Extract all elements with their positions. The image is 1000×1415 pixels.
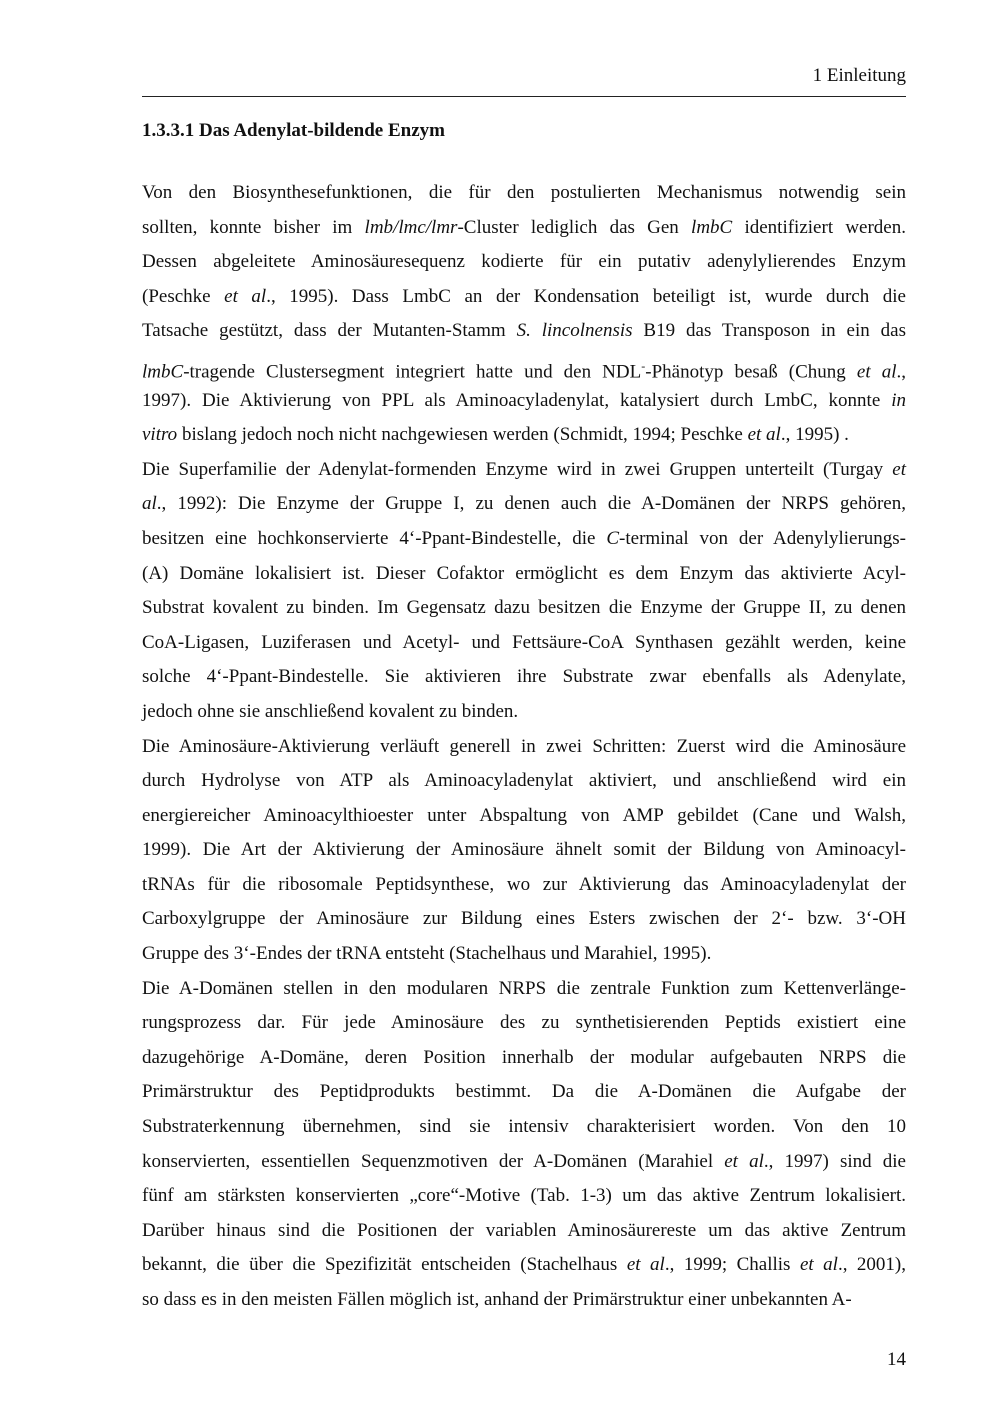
italic-term: et al: [799, 1254, 838, 1276]
italic-term: et al: [626, 1254, 665, 1276]
text-line: Von den Biosynthesefunktionen, die für den postulierten Mechanismus notwendig sein: [142, 182, 906, 203]
text-line: tRNAs für die ribosomale Peptidsynthese, wo zur Aktivierung das Aminoacyladenylat der: [142, 873, 906, 895]
italic-term: et al: [224, 285, 267, 307]
text-line: konservierten, essentiellen Sequenzmotiven der A-Domänen (Marahiel et al., 1997) sind die: [142, 1150, 906, 1172]
text-line: Die Superfamilie der Adenylat-formenden Enzyme wird in zwei Gruppen unterteilt (Turgay et: [142, 458, 906, 480]
section-heading: 1.3.3.1 Das Adenylat-bildende Enzym: [142, 120, 445, 141]
text-line: besitzen eine hochkonservierte 4‘-Ppant-Bindestelle, die C-terminal von der Adenylylierungs-: [142, 527, 906, 549]
text-line: Gruppe des 3‘-Endes der tRNA entsteht (Stachelhaus und Marahiel, 1995).: [142, 943, 712, 965]
italic-term: et al: [856, 361, 897, 383]
text-line: Darüber hinaus sind die Positionen der variablen Aminosäurereste um das aktive Zentrum: [142, 1219, 906, 1241]
text-line: energiereicher Aminoacylthioester unter Abspaltung von AMP gebildet (Cane und Walsh,: [142, 804, 906, 826]
text-line: bekannt, die über die Spezifizität entscheiden (Stachelhaus et al., 1999; Challis et al., 2001),: [142, 1254, 907, 1276]
italic-term: al: [142, 493, 157, 515]
text-line: Die Aminosäure-Aktivierung verläuft generell in zwei Schritten: Zuerst wird die Aminosäure: [142, 735, 906, 757]
text-line: Primärstruktur des Peptidprodukts bestimmt. Da die A-Domänen die Aufgabe der: [142, 1081, 906, 1103]
italic-term: lmb/lmc/lmr: [364, 216, 458, 238]
text-line: 1997). Die Aktivierung von PPL als Aminoacyladenylat, katalysiert durch LmbC, konnte in: [142, 389, 906, 411]
text-line: durch Hydrolyse von ATP als Aminoacyladenylat aktiviert, und anschließend wird ein: [142, 770, 906, 792]
italic-term: et al: [724, 1150, 764, 1172]
italic-term: et al: [747, 424, 781, 446]
italic-term: C: [606, 527, 620, 549]
italic-term: et: [892, 458, 906, 480]
italic-term: lmbC: [691, 216, 733, 238]
text-line: jedoch ohne sie anschließend kovalent zu binden.: [142, 700, 519, 722]
text-line: solche 4‘-Ppant-Bindestelle. Sie aktivieren ihre Substrate zwar ebenfalls als Adenylate,: [142, 666, 906, 688]
header-rule: [142, 96, 906, 97]
running-header: 1 Einleitung: [812, 65, 906, 86]
text-line: sollten, konnte bisher im lmb/lmc/lmr-Cluster lediglich das Gen lmbC identifiziert werden.: [142, 216, 906, 238]
italic-term: in: [891, 389, 906, 411]
text-line: al., 1992): Die Enzyme der Gruppe I, zu denen auch die A-Domänen der NRPS gehören,: [142, 493, 906, 515]
text-line: CoA-Ligasen, Luziferasen und Acetyl- und Fettsäure-CoA Synthasen gezählt werden, keine: [142, 631, 906, 653]
text-line: (A) Domäne lokalisiert ist. Dieser Cofaktor ermöglicht es dem Enzym das aktivierte Acyl-: [142, 562, 906, 584]
text-line: Substraterkennung übernehmen, sind sie intensiv charakterisiert worden. Von den 10: [142, 1116, 906, 1138]
text-line: 1999). Die Art der Aktivierung der Aminosäure ähnelt somit der Bildung von Aminoacyl-: [142, 839, 906, 861]
text-line: fünf am stärksten konservierten „core“-Motive (Tab. 1-3) um das aktive Zentrum lokalisiert.: [142, 1185, 906, 1207]
text-line: Tatsache gestützt, dass der Mutanten-Stamm S. lincolnensis B19 das Transposon in ein das: [142, 320, 906, 342]
text-line: Dessen abgeleitete Aminosäuresequenz kodierte für ein putativ adenylylierendes Enzym: [142, 251, 906, 273]
italic-term: vitro: [142, 424, 178, 446]
text-line: so dass es in den meisten Fällen möglich ist, anhand der Primärstruktur einer unbekannten A-: [142, 1289, 852, 1310]
italic-term: S. lincolnensis: [516, 320, 633, 342]
text-line: rungsprozess dar. Für jede Aminosäure des zu synthetisierenden Peptids existiert eine: [142, 1012, 906, 1034]
text-line: (Peschke et al., 1995). Dass LmbC an der Kondensation beteiligt ist, wurde durch die: [142, 285, 906, 307]
superscript: -: [641, 358, 646, 373]
body-text: [142, 176, 906, 1318]
text-line: Substrat kovalent zu binden. Im Gegensatz dazu besitzen die Enzyme der Gruppe II, zu denen: [142, 597, 906, 619]
text-line: dazugehörige A-Domäne, deren Position innerhalb der modular aufgebauten NRPS die: [142, 1046, 906, 1068]
italic-term: lmbC: [142, 361, 184, 383]
text-line: Carboxylgruppe der Aminosäure zur Bildung eines Esters zwischen der 2‘- bzw. 3‘-OH: [142, 908, 906, 930]
text-line: Die A-Domänen stellen in den modularen NRPS die zentrale Funktion zum Kettenverlänge-: [142, 977, 906, 999]
text-line: lmbC-tragende Clustersegment integriert hatte und den NDL--Phänotyp besaß (Chung et al.,: [142, 358, 906, 383]
text-line: vitro bislang jedoch noch nicht nachgewiesen werden (Schmidt, 1994; Peschke et al., 1995) .: [142, 424, 849, 446]
page-number: 14: [887, 1349, 906, 1370]
